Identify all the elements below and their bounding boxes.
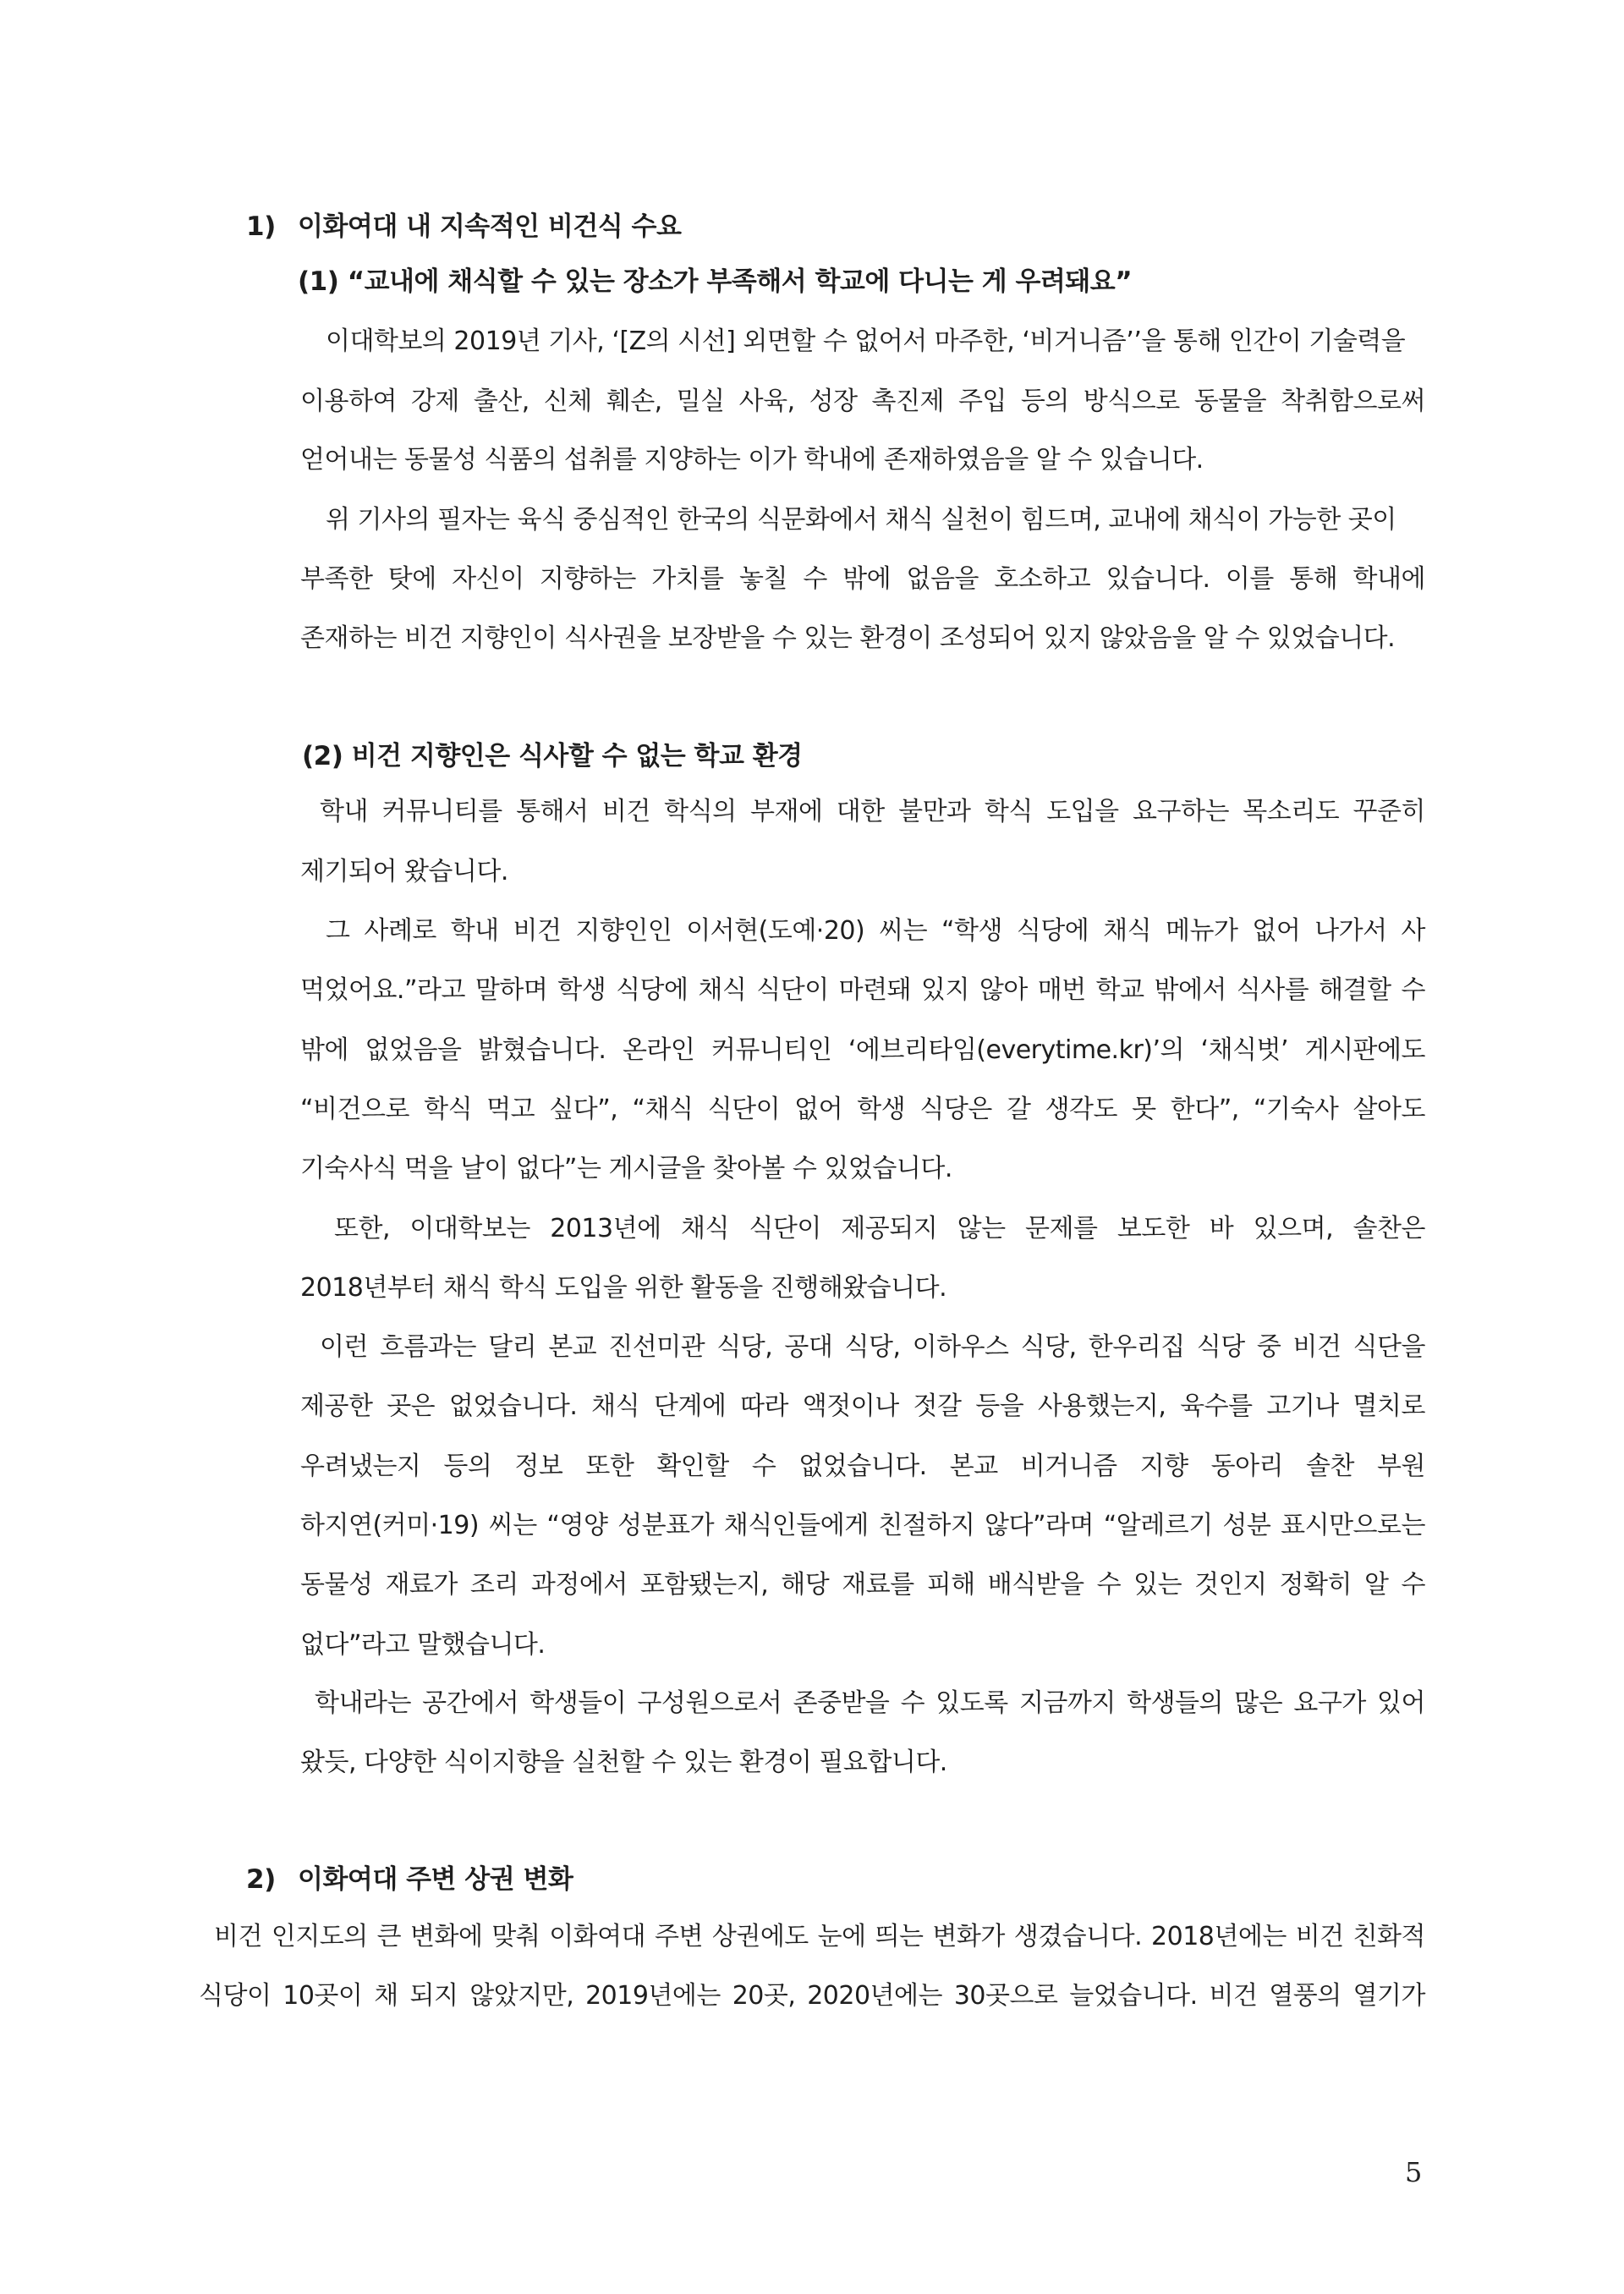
page-number: 5 xyxy=(1405,2156,1423,2188)
section-1-title: 이화여대 내 지속적인 비건식 수요 xyxy=(298,211,682,242)
paragraph-line: 하지연(커미·19) 씨는 “영양 성분표가 채식인들에게 친절하지 않다”라며 “알레르기 성분 표시만으로는 xyxy=(300,1511,1425,1540)
paragraph-line: 밖에 없었음을 밝혔습니다. 온라인 커뮤니티인 ‘에브리타임(everytime.kr)’의 ‘채식벗’ 게시판에도 xyxy=(300,1035,1425,1065)
paragraph-line: 얻어내는 동물성 식품의 섭취를 지양하는 이가 학내에 존재하였음을 알 수 있습니다. xyxy=(300,445,1204,475)
paragraph-line: 먹었어요.”라고 말하며 학생 식당에 채식 식단이 마련돼 있지 않아 매번 학교 밖에서 식사를 해결할 수 xyxy=(300,975,1425,1005)
paragraph-line: 왔듯, 다양한 식이지향을 실천할 수 있는 환경이 필요합니다. xyxy=(300,1748,947,1777)
section-1-number: 1) xyxy=(246,211,276,242)
paragraph-line: 제기되어 왔습니다. xyxy=(300,857,508,886)
paragraph-line: 학내라는 공간에서 학생들이 구성원으로서 존중받을 수 있도록 지금까지 학생들의 많은 요구가 있어 xyxy=(315,1688,1425,1718)
paragraph-line: 동물성 재료가 조리 과정에서 포함됐는지, 해당 재료를 피해 배식받을 수 있는 것인지 정확히 알 수 xyxy=(300,1570,1425,1600)
paragraph-line: 이런 흐름과는 달리 본교 진선미관 식당, 공대 식당, 이하우스 식당, 한우리집 식당 중 비건 식단을 xyxy=(320,1332,1425,1362)
paragraph-line: 학내 커뮤니티를 통해서 비건 학식의 부재에 대한 불만과 학식 도입을 요구하는 목소리도 꾸준히 xyxy=(320,797,1425,826)
paragraph-line: 그 사례로 학내 비건 지향인인 이서현(도예·20) 씨는 “학생 식당에 채식 메뉴가 없어 나가서 사 xyxy=(326,916,1425,946)
paragraph-line: 우려냈는지 등의 정보 또한 확인할 수 없었습니다. 본교 비거니즘 지향 동아리 솔찬 부원 xyxy=(300,1452,1425,1481)
section-2-number: 2) xyxy=(246,1864,276,1895)
paragraph-line: 비건 인지도의 큰 변화에 맞춰 이화여대 주변 상권에도 눈에 띄는 변화가 생겼습니다. 2018년에는 비건 친화적 xyxy=(214,1922,1425,1951)
paragraph-line: 2018년부터 채식 학식 도입을 위한 활동을 진행해왔습니다. xyxy=(300,1273,947,1303)
paragraph-line: 이대학보의 2019년 기사, ‘[Z의 시선] 외면할 수 없어서 마주한, ‘비거니즘’’을 통해 인간이 기술력을 xyxy=(326,327,1406,356)
paragraph-line: 없다”라고 말했습니다. xyxy=(300,1630,546,1660)
subsection-2-title: (2) 비건 지향인은 식사할 수 없는 학교 환경 xyxy=(302,741,803,771)
paragraph-line: 부족한 탓에 자신이 지향하는 가치를 놓칠 수 밖에 없음을 호소하고 있습니다. 이를 통해 학내에 xyxy=(300,564,1425,594)
paragraph-line: 기숙사식 먹을 날이 없다”는 게시글을 찾아볼 수 있었습니다. xyxy=(300,1154,952,1183)
paragraph-line: 또한, 이대학보는 2013년에 채식 식단이 제공되지 않는 문제를 보도한 바 있으며, 솔찬은 xyxy=(334,1214,1426,1243)
paragraph-line: 존재하는 비건 지향인이 식사권을 보장받을 수 있는 환경이 조성되어 있지 않았음을 알 수 있었습니다. xyxy=(300,623,1396,653)
paragraph-line: 제공한 곳은 없었습니다. 채식 단계에 따라 액젓이나 젓갈 등을 사용했는지, 육수를 고기나 멸치로 xyxy=(300,1391,1425,1421)
paragraph-line: 이용하여 강제 출산, 신체 훼손, 밀실 사육, 성장 촉진제 주입 등의 방식으로 동물을 착취함으로써 xyxy=(300,387,1425,416)
section-2-title: 이화여대 주변 상권 변화 xyxy=(298,1864,573,1895)
paragraph-line: 식당이 10곳이 채 되지 않았지만, 2019년에는 20곳, 2020년에는 30곳으로 늘었습니다. 비건 열풍의 열기가 xyxy=(199,1981,1425,2011)
paragraph-line: 위 기사의 필자는 육식 중심적인 한국의 식문화에서 채식 실천이 힘드며, 교내에 채식이 가능한 곳이 xyxy=(326,505,1396,535)
subsection-1-title: (1) “교내에 채식할 수 있는 장소가 부족해서 학교에 다니는 게 우려돼요” xyxy=(298,266,1133,297)
paragraph-line: “비건으로 학식 먹고 싶다”, “채식 식단이 없어 학생 식당은 갈 생각도 못 한다”, “기숙사 살아도 xyxy=(300,1095,1425,1124)
